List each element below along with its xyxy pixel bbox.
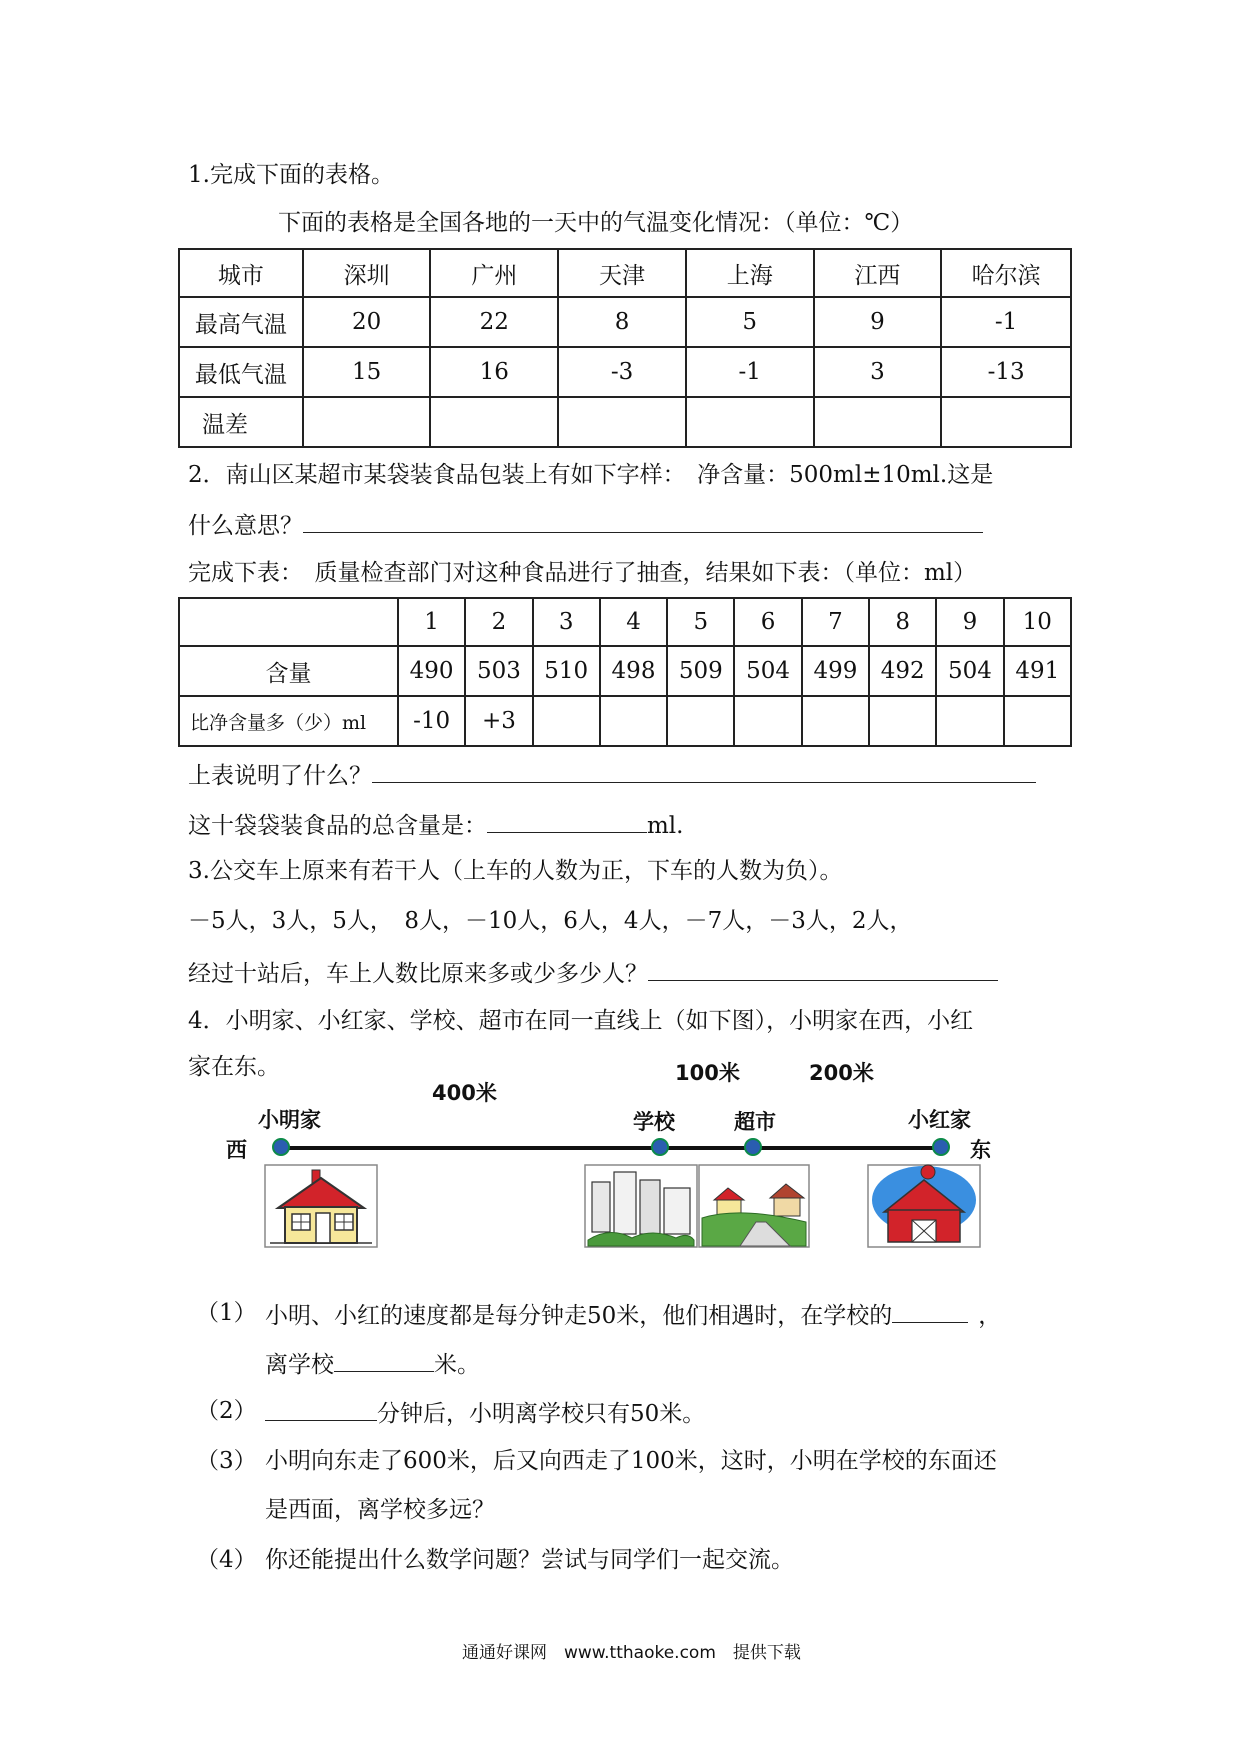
temp-cell — [814, 397, 942, 447]
label-xiaohong-home: 小红家 — [908, 1108, 971, 1132]
q4-sub1-c: 离学校 — [265, 1352, 334, 1378]
content-cell — [1004, 696, 1071, 746]
q4-sub3-a: 小明向东走了600米，后又向西走了100米，这时，小明在学校的东面还 — [265, 1448, 997, 1474]
answer-blank[interactable] — [265, 1396, 377, 1421]
q4-sub1-line2 — [265, 1347, 480, 1380]
answer-blank[interactable] — [892, 1298, 968, 1323]
q3-line2: －5人，3人，5人， 8人，－10人，6人，4人，－7人，－3人，2人， — [188, 908, 913, 934]
answer-blank[interactable] — [648, 956, 998, 981]
temp-cell: 8 — [558, 297, 686, 347]
supermarket-town-picture — [699, 1165, 809, 1247]
content-cell: 比净含量多（少）ml — [179, 696, 398, 746]
label-xiaoming-home: 小明家 — [258, 1108, 321, 1132]
content-cell: 503 — [465, 646, 532, 696]
dist-label-400: 400米 — [432, 1081, 497, 1105]
q1-caption: 下面的表格是全国各地的一天中的气温变化情况：（单位：℃） — [278, 210, 914, 236]
q2-line2 — [188, 508, 983, 541]
content-header-cell — [179, 598, 398, 646]
q4-sub3-b: 是西面，离学校多远？ — [265, 1497, 495, 1523]
content-cell: 491 — [1004, 646, 1071, 696]
point-school — [652, 1139, 668, 1155]
content-header-cell: 5 — [667, 598, 734, 646]
q4-sub1-b: ， — [978, 1303, 1002, 1329]
content-cell: +3 — [465, 696, 532, 746]
temp-cell — [430, 397, 558, 447]
q4-sub2-line — [265, 1396, 705, 1429]
q4-sub1-line — [265, 1298, 1001, 1331]
content-table — [178, 597, 1072, 747]
temp-header-cell: 广州 — [430, 249, 558, 297]
temp-header-cell: 上海 — [686, 249, 814, 297]
q3-line3 — [188, 956, 998, 989]
content-cell — [936, 696, 1003, 746]
content-header-cell: 4 — [600, 598, 667, 646]
content-cell — [533, 696, 600, 746]
content-cell — [600, 696, 667, 746]
content-cell: 504 — [734, 646, 801, 696]
content-cell — [802, 696, 869, 746]
q4-sub1-num: （1） — [196, 1300, 257, 1326]
content-cell: 510 — [533, 646, 600, 696]
q4-sub1-d: 米。 — [434, 1352, 480, 1378]
q4-line1: 4．小明家、小红家、学校、超市在同一直线上（如下图），小明家在西，小红 — [188, 1008, 974, 1034]
temp-cell: 16 — [430, 347, 558, 397]
q2-after2-pre: 这十袋袋装食品的总含量是： — [188, 813, 487, 839]
q4-sub2-num: （2） — [196, 1398, 257, 1424]
content-header-cell: 7 — [802, 598, 869, 646]
point-supermarket — [745, 1139, 761, 1155]
q2-after2-post: ml. — [647, 813, 684, 839]
content-cell: 499 — [802, 646, 869, 696]
temp-cell: 温差 — [179, 397, 303, 447]
q2-line1: 2．南山区某超市某袋装食品包装上有如下字样： 净含量：500ml±10ml.这是 — [188, 462, 994, 488]
content-header-cell: 8 — [869, 598, 936, 646]
dist-label-200: 200米 — [809, 1061, 874, 1085]
content-cell — [667, 696, 734, 746]
content-cell: 504 — [936, 646, 1003, 696]
q3-line3-text: 经过十站后，车上人数比原来多或少多少人？ — [188, 961, 648, 987]
temp-cell: -3 — [558, 347, 686, 397]
label-school: 学校 — [633, 1110, 675, 1134]
answer-blank[interactable] — [303, 508, 983, 533]
q4-line2: 家在东。 — [188, 1054, 280, 1080]
temp-cell — [558, 397, 686, 447]
temp-cell — [941, 397, 1071, 447]
temp-cell: -13 — [941, 347, 1071, 397]
q4-sub2-text: 分钟后，小明离学校只有50米。 — [377, 1401, 706, 1427]
q3-line1: 3.公交车上原来有若干人（上车的人数为正，下车的人数为负）。 — [188, 858, 843, 884]
temp-cell: 9 — [814, 297, 942, 347]
q1-title: 1.完成下面的表格。 — [188, 162, 394, 188]
content-header-cell: 3 — [533, 598, 600, 646]
content-cell — [869, 696, 936, 746]
label-supermarket: 超市 — [734, 1110, 776, 1134]
content-cell — [734, 696, 801, 746]
content-cell: 492 — [869, 646, 936, 696]
q4-sub1-a: 小明、小红的速度都是每分钟走50米，他们相遇时，在学校的 — [265, 1303, 893, 1329]
content-header-cell: 1 — [398, 598, 465, 646]
content-header-cell: 10 — [1004, 598, 1071, 646]
q2-line2-text: 什么意思？ — [188, 513, 303, 539]
temp-cell: 15 — [303, 347, 431, 397]
label-east: 东 — [970, 1138, 991, 1162]
content-header-cell: 9 — [936, 598, 1003, 646]
dist-label-100: 100米 — [675, 1061, 740, 1085]
xiaoming-house-picture — [265, 1165, 377, 1247]
content-cell: 498 — [600, 646, 667, 696]
temp-header-cell: 天津 — [558, 249, 686, 297]
q2-after1-text: 上表说明了什么？ — [188, 763, 372, 789]
point-xiaohong-home — [933, 1139, 949, 1155]
temp-cell: -1 — [686, 347, 814, 397]
answer-blank[interactable] — [372, 758, 1036, 783]
point-xiaoming-home — [273, 1139, 289, 1155]
label-west: 西 — [226, 1138, 247, 1162]
content-cell: 含量 — [179, 646, 398, 696]
temp-cell: 3 — [814, 347, 942, 397]
temp-cell: 20 — [303, 297, 431, 347]
school-buildings-picture — [585, 1165, 697, 1247]
content-cell: 490 — [398, 646, 465, 696]
temp-cell: 最高气温 — [179, 297, 303, 347]
temp-header-cell: 城市 — [179, 249, 303, 297]
temp-cell — [686, 397, 814, 447]
q4-sub4-num: （4） — [196, 1547, 257, 1573]
temp-cell: 5 — [686, 297, 814, 347]
content-header-cell: 2 — [465, 598, 532, 646]
q4-sub4-text: 你还能提出什么数学问题？尝试与同学们一起交流。 — [265, 1547, 794, 1573]
q2-after2 — [188, 808, 683, 841]
footer-credit: 通通好课网 www.tthaoke.com 提供下载 — [462, 1643, 801, 1663]
q2-line3: 完成下表： 质量检查部门对这种食品进行了抽查，结果如下表：（单位：ml） — [188, 560, 977, 586]
temp-header-cell: 哈尔滨 — [941, 249, 1071, 297]
temp-cell: -1 — [941, 297, 1071, 347]
answer-blank[interactable] — [334, 1347, 434, 1372]
content-cell: -10 — [398, 696, 465, 746]
answer-blank[interactable] — [487, 808, 647, 833]
content-header-cell: 6 — [734, 598, 801, 646]
xiaohong-barn-picture — [868, 1165, 980, 1247]
temp-cell: 最低气温 — [179, 347, 303, 397]
content-cell: 509 — [667, 646, 734, 696]
temp-cell: 22 — [430, 297, 558, 347]
temp-header-cell: 深圳 — [303, 249, 431, 297]
temp-header-cell: 江西 — [814, 249, 942, 297]
q4-sub3-num: （3） — [196, 1448, 257, 1474]
temperature-table — [178, 248, 1072, 448]
temp-cell — [303, 397, 431, 447]
q2-after1 — [188, 758, 1036, 791]
